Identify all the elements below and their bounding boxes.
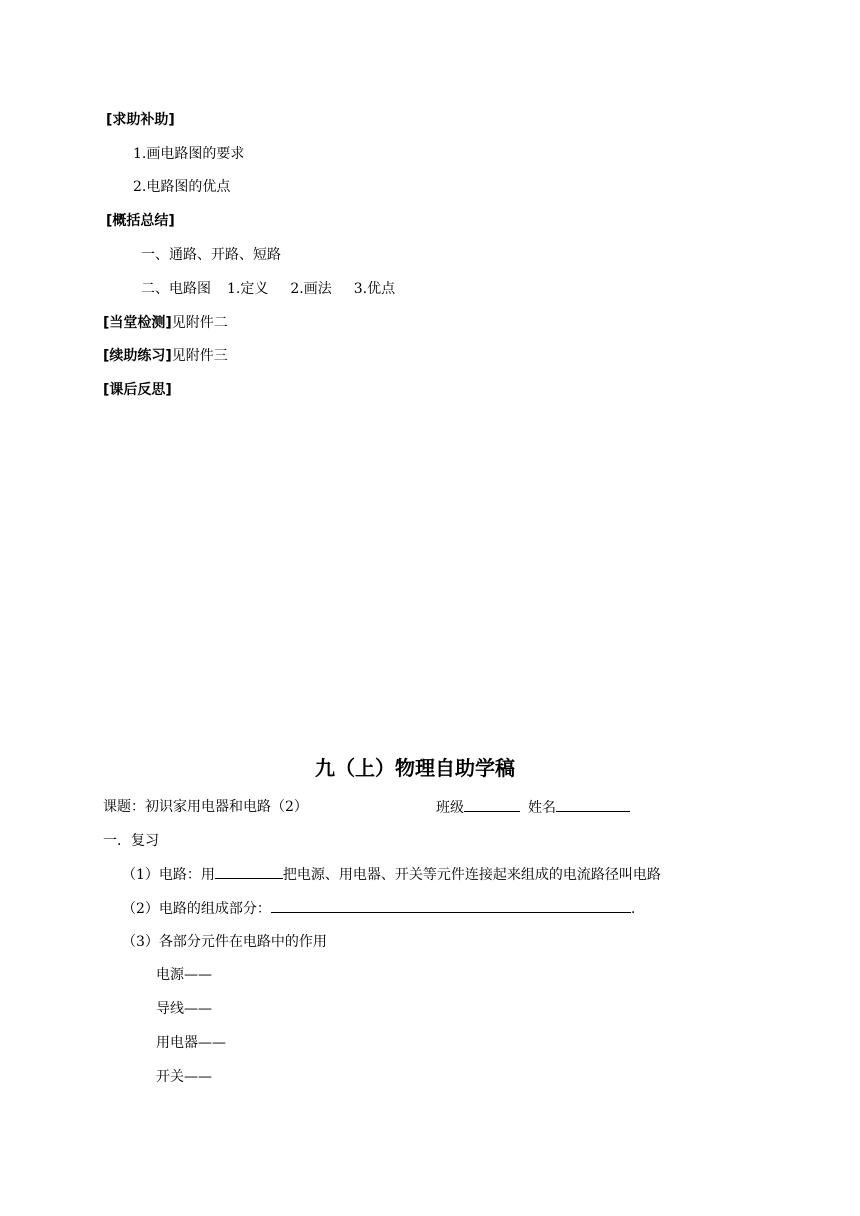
question-2-suffix: . bbox=[630, 901, 636, 917]
practice-line bbox=[103, 346, 228, 366]
reflection-heading: [课后反思] bbox=[103, 382, 172, 398]
practice-heading: [续助练习] bbox=[103, 348, 172, 364]
summary-line-1: 一、通路、开路、短路 bbox=[141, 247, 281, 263]
component-wire: 导线—— bbox=[156, 1001, 212, 1017]
help-heading: [求助补助] bbox=[106, 112, 175, 128]
question-2-blank[interactable] bbox=[271, 898, 631, 913]
question-1 bbox=[122, 864, 661, 884]
name-label: 姓名 bbox=[528, 800, 556, 816]
check-text: 见附件二 bbox=[171, 315, 228, 331]
class-blank[interactable] bbox=[464, 797, 520, 812]
check-heading: [当堂检测] bbox=[103, 315, 172, 331]
topic-label: 课题：初识家用电器和电路（2） bbox=[103, 799, 308, 815]
component-power-source: 电源—— bbox=[156, 967, 212, 983]
summary-line-2-prefix: 二、电路图 bbox=[141, 281, 211, 297]
summary-heading: [概括总结] bbox=[106, 213, 175, 229]
class-name-line bbox=[436, 797, 630, 817]
practice-text: 见附件三 bbox=[171, 348, 228, 364]
question-2-prefix: （2）电路的组成部分： bbox=[122, 901, 271, 917]
summary-item-definition: 1.定义 bbox=[227, 281, 269, 297]
question-1-prefix: （1）电路：用 bbox=[122, 867, 215, 883]
component-switch: 开关—— bbox=[156, 1069, 212, 1085]
summary-line-2 bbox=[141, 279, 395, 299]
help-item-2: 2.电路图的优点 bbox=[133, 179, 231, 195]
help-item-1: 1.画电路图的要求 bbox=[133, 146, 245, 162]
name-blank[interactable] bbox=[556, 797, 630, 812]
question-3: （3）各部分元件在电路中的作用 bbox=[122, 934, 327, 950]
summary-item-advantage: 3.优点 bbox=[353, 281, 396, 297]
check-line bbox=[103, 313, 228, 333]
page-title: 九（上）物理自助学稿 bbox=[315, 756, 515, 780]
question-2 bbox=[122, 898, 635, 918]
section-review: 一．复习 bbox=[103, 833, 159, 849]
class-label: 班级 bbox=[436, 800, 464, 816]
component-appliance: 用电器—— bbox=[156, 1035, 226, 1051]
summary-item-drawing: 2.画法 bbox=[290, 281, 332, 297]
question-1-suffix: 把电源、用电器、开关等元件连接起来组成的电流路径叫电路 bbox=[282, 867, 661, 883]
question-1-blank[interactable] bbox=[215, 864, 283, 879]
